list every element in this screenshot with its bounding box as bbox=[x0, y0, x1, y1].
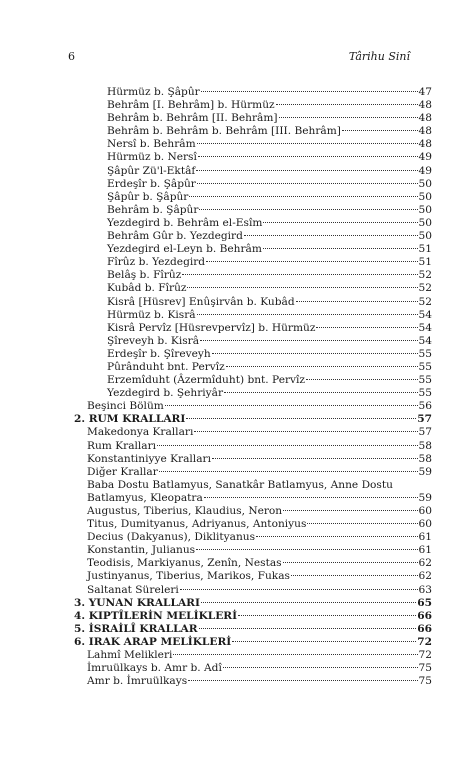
toc-entry[interactable] bbox=[74, 662, 432, 675]
toc-entry[interactable] bbox=[74, 557, 432, 570]
toc-entry[interactable] bbox=[74, 400, 432, 413]
dot-leader bbox=[180, 589, 418, 590]
toc-entry-page: 60 bbox=[418, 518, 432, 531]
toc-entry-title: Augustus, Tiberius, Klaudius, Neron bbox=[87, 505, 283, 517]
toc-entry-page: 49 bbox=[418, 151, 432, 164]
toc-entry-page: 50 bbox=[418, 190, 432, 203]
dot-leader bbox=[196, 549, 417, 550]
toc-entry-page: 50 bbox=[418, 230, 432, 243]
dot-leader bbox=[263, 248, 418, 249]
toc-entry-page: 61 bbox=[418, 531, 432, 544]
dot-leader bbox=[194, 431, 417, 432]
dot-leader bbox=[197, 314, 418, 315]
toc-entry-page: 62 bbox=[418, 557, 432, 570]
toc-entry-page: 48 bbox=[418, 99, 432, 112]
toc-entry[interactable] bbox=[74, 230, 432, 243]
toc-entry-page: 66 bbox=[417, 622, 432, 635]
dot-leader bbox=[279, 117, 418, 118]
dot-leader bbox=[306, 379, 418, 380]
toc-entry-title: 3. YUNAN KRALLARI bbox=[74, 596, 200, 609]
toc-entry-page: 47 bbox=[418, 86, 432, 98]
toc-entry-page: 72 bbox=[418, 649, 432, 662]
toc-entry-title: Fîrûz b. Yezdegird bbox=[107, 256, 206, 269]
toc-entry-title: Yezdegird b. Behrâm el-Esîm bbox=[107, 216, 263, 229]
toc-entry-page: 72 bbox=[417, 635, 432, 648]
toc-entry-page: 48 bbox=[418, 112, 432, 125]
dot-leader bbox=[189, 196, 417, 197]
toc-entry[interactable] bbox=[74, 440, 432, 453]
toc-entry[interactable] bbox=[74, 125, 432, 138]
toc-entry-page: 54 bbox=[418, 334, 432, 347]
toc-entry[interactable] bbox=[74, 204, 432, 217]
toc-entry-title: Kubâd b. Fîrûz bbox=[107, 282, 187, 295]
toc-entry-title: Erzemîduht (Âzermîduht) bnt. Pervîz bbox=[107, 374, 305, 387]
toc-entry[interactable] bbox=[74, 597, 432, 610]
toc-entry-title: Konstantin, Julianus bbox=[87, 544, 196, 557]
toc-entry-page: 55 bbox=[418, 347, 432, 360]
toc-entry-page: 52 bbox=[418, 282, 432, 295]
dot-leader bbox=[198, 156, 418, 157]
dot-leader bbox=[307, 523, 417, 524]
dot-leader bbox=[212, 458, 418, 459]
toc-entry-page: 60 bbox=[418, 505, 432, 517]
toc-entry[interactable] bbox=[74, 112, 432, 125]
toc-entry[interactable] bbox=[74, 191, 432, 204]
dot-leader bbox=[199, 628, 417, 629]
toc-entry-title: Behrâm b. Behrâm [II. Behrâm] bbox=[107, 112, 278, 125]
dot-leader bbox=[206, 261, 417, 262]
toc-entry-title: Hürmüz b. Şâpûr bbox=[107, 86, 200, 98]
toc-entry-title: 5. İSRAİLÎ KRALLAR bbox=[74, 622, 198, 635]
toc-entry-title: Beşinci Bölüm bbox=[87, 400, 164, 413]
toc-entry[interactable] bbox=[74, 544, 432, 557]
toc-entry[interactable] bbox=[74, 675, 432, 688]
toc-entry[interactable] bbox=[74, 649, 432, 662]
toc-entry-title: Pûrânduht bnt. Pervîz bbox=[107, 360, 225, 373]
toc-entry-page: 59 bbox=[418, 491, 432, 504]
dot-leader bbox=[232, 641, 416, 642]
toc-entry[interactable] bbox=[74, 309, 432, 322]
toc-entry[interactable] bbox=[74, 584, 432, 597]
toc-entry-page: 48 bbox=[418, 138, 432, 151]
dot-leader bbox=[224, 392, 417, 393]
toc-entry[interactable] bbox=[74, 151, 432, 164]
toc-entry-title: Yezdegird b. Şehriyâr bbox=[107, 387, 224, 400]
toc-entry[interactable] bbox=[74, 505, 432, 518]
toc-entry[interactable] bbox=[74, 531, 432, 544]
toc-entry-page: 57 bbox=[418, 426, 432, 439]
dot-leader bbox=[201, 91, 418, 92]
toc-entry-page: 52 bbox=[418, 295, 432, 308]
dot-leader bbox=[256, 536, 417, 537]
toc-entry-page: 51 bbox=[418, 243, 432, 256]
dot-leader bbox=[157, 445, 417, 446]
dot-leader bbox=[316, 327, 417, 328]
toc-entry[interactable] bbox=[74, 518, 432, 531]
toc-entry[interactable] bbox=[74, 623, 432, 636]
dot-leader bbox=[186, 418, 416, 419]
toc-entry-page: 55 bbox=[418, 387, 432, 400]
toc-entry[interactable] bbox=[74, 413, 432, 426]
toc-entry-title: Yezdegird el-Leyn b. Behrâm bbox=[107, 243, 262, 256]
toc-entry[interactable] bbox=[74, 282, 432, 295]
dot-leader bbox=[276, 104, 418, 105]
toc-entry-title: Belâş b. Fîrûz bbox=[107, 269, 182, 282]
toc-entry[interactable] bbox=[74, 361, 432, 374]
toc-entry-page: 66 bbox=[417, 609, 432, 622]
toc-entry[interactable] bbox=[74, 492, 432, 505]
toc-entry-page: 58 bbox=[418, 452, 432, 465]
dot-leader bbox=[204, 497, 418, 498]
dot-leader bbox=[201, 602, 416, 603]
toc-entry[interactable] bbox=[74, 570, 432, 583]
toc-entry-page: 62 bbox=[418, 570, 432, 583]
toc-entry-page: 50 bbox=[418, 203, 432, 216]
toc-entry-title: Hürmüz b. Nersî bbox=[107, 151, 197, 164]
toc-entry[interactable] bbox=[74, 86, 432, 99]
toc-entry-page: 50 bbox=[418, 177, 432, 190]
dot-leader bbox=[226, 366, 418, 367]
toc-entry[interactable] bbox=[74, 269, 432, 282]
dot-leader bbox=[188, 680, 417, 681]
toc-entry[interactable] bbox=[74, 479, 432, 492]
toc-entry-page: 75 bbox=[418, 662, 432, 675]
dot-leader bbox=[238, 615, 416, 616]
toc-entry-title: Nersî b. Behrâm bbox=[107, 138, 196, 151]
toc-entry-title: Behrâm b. Behrâm b. Behrâm [III. Behrâm] bbox=[107, 125, 341, 138]
toc-entry-page: 58 bbox=[418, 439, 432, 452]
dot-leader bbox=[199, 209, 417, 210]
toc-entry-title: Şîreveyh b. Kisrâ bbox=[107, 334, 200, 347]
toc-entry-title: Şâpûr b. Şâpûr bbox=[107, 190, 189, 203]
toc-entry[interactable] bbox=[74, 610, 432, 623]
toc-entry[interactable] bbox=[74, 165, 432, 178]
running-title: Târihu Sinî bbox=[348, 50, 410, 63]
toc-entry-title: Batlamyus, Kleopatra bbox=[87, 491, 203, 504]
toc-entry-title: Erdeşîr b. Şâpûr bbox=[107, 177, 196, 190]
toc-entry-title: Rum Kralları bbox=[87, 439, 157, 452]
dot-leader bbox=[212, 353, 418, 354]
toc-entry[interactable] bbox=[74, 256, 432, 269]
toc-entry-page: 51 bbox=[418, 256, 432, 269]
toc-entry-page: 63 bbox=[418, 583, 432, 596]
dot-leader bbox=[291, 575, 418, 576]
toc-entry[interactable] bbox=[74, 348, 432, 361]
dot-leader bbox=[263, 222, 417, 223]
toc-entry-title: Behrâm b. Şâpûr bbox=[107, 203, 199, 216]
dot-leader bbox=[200, 340, 417, 341]
toc-entry[interactable] bbox=[74, 138, 432, 151]
dot-leader bbox=[296, 301, 418, 302]
toc-entry-page: 55 bbox=[418, 360, 432, 373]
toc-entry[interactable] bbox=[74, 387, 432, 400]
toc-entry-page: 61 bbox=[418, 544, 432, 557]
toc-entry-page: 57 bbox=[417, 413, 432, 426]
toc-entry-title: 2. RUM KRALLARI bbox=[74, 413, 186, 426]
toc-entry-page: 52 bbox=[418, 269, 432, 282]
toc-entry[interactable] bbox=[74, 243, 432, 256]
dot-leader bbox=[173, 654, 417, 655]
dot-leader bbox=[283, 510, 417, 511]
toc-entry[interactable] bbox=[74, 453, 432, 466]
dot-leader bbox=[223, 667, 418, 668]
toc-entry-title: Teodisis, Markiyanus, Zenîn, Nestas bbox=[87, 557, 282, 570]
dot-leader bbox=[182, 274, 417, 275]
toc-entry-page: 65 bbox=[417, 596, 432, 609]
toc-entry-title: Justinyanus, Tiberius, Marikos, Fukas bbox=[87, 570, 290, 583]
dot-leader bbox=[165, 405, 418, 406]
toc-entry[interactable] bbox=[74, 217, 432, 230]
dot-leader bbox=[283, 562, 418, 563]
dot-leader bbox=[244, 235, 418, 236]
toc-entry-page: 59 bbox=[418, 465, 432, 478]
toc-entry-title: Konstantiniyye Kralları bbox=[87, 452, 211, 465]
toc-entry-title: Decius (Dakyanus), Diklityanus bbox=[87, 531, 256, 544]
toc-entry-title: 6. IRAK ARAP MELİKLERİ bbox=[74, 635, 232, 648]
toc-entry-page: 54 bbox=[418, 321, 432, 334]
toc-entry-page: 50 bbox=[418, 216, 432, 229]
toc-entry-page: 49 bbox=[418, 164, 432, 177]
toc-entry-title: Baba Dostu Batlamyus, Sanatkâr Batlamyus, Anne Dostu bbox=[87, 478, 393, 491]
toc-entry[interactable] bbox=[74, 178, 432, 191]
toc-entry[interactable] bbox=[74, 374, 432, 387]
toc-entry-title: Behrâm [I. Behrâm] b. Hürmüz bbox=[107, 99, 275, 112]
toc-entry-title: Behrâm Gûr b. Yezdegird bbox=[107, 230, 243, 243]
dot-leader bbox=[197, 143, 418, 144]
toc-entry-page: 75 bbox=[418, 675, 432, 688]
toc-entry-title: Şâpûr Zü'l-Ektâf bbox=[107, 164, 196, 177]
toc-entry-title: Kisrâ [Hüsrev] Enûşirvân b. Kubâd bbox=[107, 295, 295, 308]
page-header bbox=[68, 50, 410, 66]
toc-entry-title: Makedonya Kralları bbox=[87, 426, 194, 439]
page-number: 6 bbox=[68, 50, 75, 63]
toc-entry-title: Amr b. İmruülkays bbox=[87, 675, 188, 688]
dot-leader bbox=[197, 183, 418, 184]
toc-entry[interactable] bbox=[74, 466, 432, 479]
toc-entry-title: İmruülkays b. Amr b. Adî bbox=[87, 662, 222, 675]
toc-entry-title: Diğer Krallar bbox=[87, 465, 158, 478]
toc-entry-title: 4. KIPTÎLERİN MELİKLERİ bbox=[74, 609, 238, 622]
toc-entry-page: 48 bbox=[418, 125, 432, 138]
toc-entry-page: 55 bbox=[418, 374, 432, 387]
toc-entry[interactable] bbox=[74, 322, 432, 335]
toc-entry-title: Erdeşîr b. Şîreveyh bbox=[107, 347, 211, 360]
toc-entry-page: 54 bbox=[418, 308, 432, 321]
toc-entry[interactable] bbox=[74, 296, 432, 309]
toc-entry-title: Saltanat Süreleri bbox=[87, 583, 179, 596]
toc-entry[interactable] bbox=[74, 636, 432, 649]
toc-entry[interactable] bbox=[74, 426, 432, 439]
dot-leader bbox=[159, 471, 418, 472]
table-of-contents bbox=[74, 86, 432, 688]
toc-entry[interactable] bbox=[74, 99, 432, 112]
dot-leader bbox=[196, 170, 417, 171]
dot-leader bbox=[187, 287, 417, 288]
toc-entry-title: Lahmî Melikleri bbox=[87, 649, 173, 662]
toc-entry[interactable] bbox=[74, 335, 432, 348]
toc-entry-title: Kisrâ Pervîz [Hüsrevpervîz] b. Hürmüz bbox=[107, 321, 316, 334]
toc-entry-title: Hürmüz b. Kisrâ bbox=[107, 308, 196, 321]
dot-leader bbox=[342, 130, 418, 131]
toc-entry-page: 56 bbox=[418, 400, 432, 413]
toc-entry-title: Titus, Dumityanus, Adriyanus, Antoniyus bbox=[87, 518, 307, 531]
